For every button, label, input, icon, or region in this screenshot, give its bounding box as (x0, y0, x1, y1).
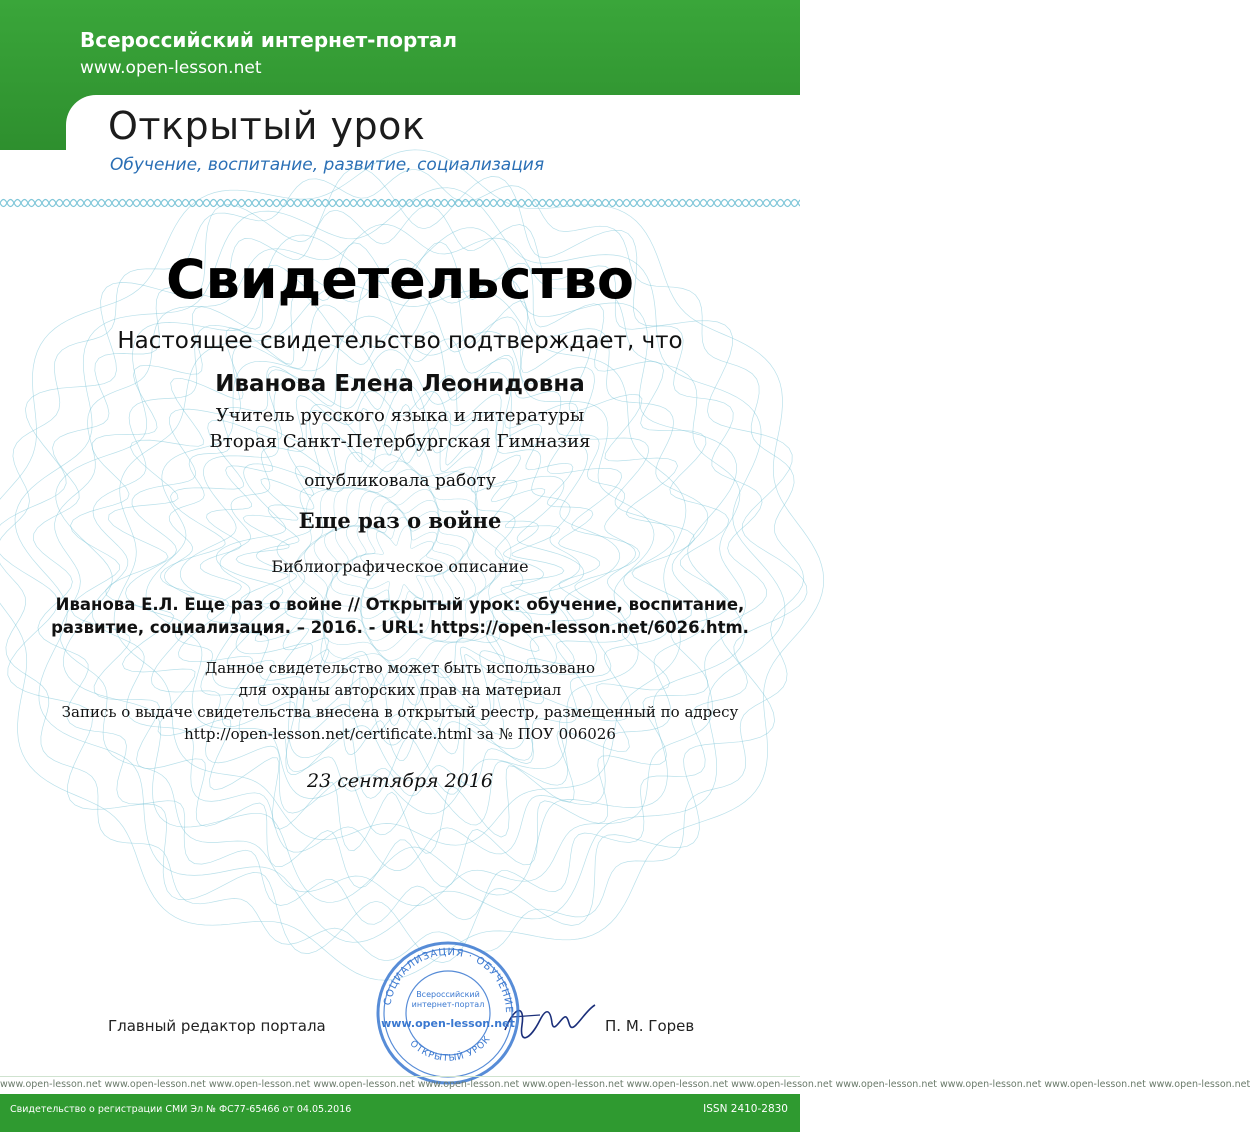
stamp-top-arc: СОЦИАЛИЗАЦИЯ · ОБУЧЕНИЕ (382, 946, 515, 1014)
work-title: Еще раз о войне (298, 508, 502, 533)
published-text: опубликовала работу (304, 471, 496, 491)
brand-tagline: Обучение, воспитание, развитие, социализация (110, 155, 545, 175)
footer-registration: Свидетельство о регистрации СМИ Эл № ФС77-65466 от 04.05.2016 (10, 1104, 352, 1115)
person-position: Учитель русского языка и литературы (215, 405, 585, 426)
confirm-text: Настоящее свидетельство подтверждает, что (117, 328, 683, 354)
portal-url: www.open-lesson.net (80, 58, 262, 78)
bibliography-line: развитие, социализация. – 2016. - URL: https://open-lesson.net/6026.htm. (51, 618, 749, 637)
svg-text:ОТКРЫТЫЙ УРОК (408, 1034, 493, 1064)
stamp-url: www.open-lesson.net (381, 1017, 515, 1030)
stamp-bottom-arc: ОТКРЫТЫЙ УРОК (407, 1034, 494, 1064)
bibliography-text (0, 593, 800, 639)
bibliography-line: Иванова Е.Л. Еще раз о войне // Открытый урок: обучение, воспитание, (55, 595, 745, 614)
certificate-title: Свидетельство (165, 248, 635, 311)
usage-line: Данное свидетельство может быть использовано (205, 659, 595, 677)
stamp-inner-line: интернет-портал (411, 1000, 485, 1009)
editor-label: Главный редактор портала (108, 1017, 326, 1035)
editor-name: П. М. Горев (605, 1017, 695, 1035)
person-name: Иванова Елена Леонидовна (215, 371, 585, 397)
brand-title: Открытый урок (108, 104, 426, 148)
usage-note (0, 657, 800, 745)
bibliography-label: Библиографическое описание (271, 557, 529, 576)
usage-line: http://open-lesson.net/certificate.html за № ПОУ 006026 (184, 725, 616, 743)
person-school: Вторая Санкт-Петербургская Гимназия (209, 431, 591, 452)
footer-issn: ISSN 2410-2830 (703, 1103, 788, 1115)
official-stamp (368, 935, 528, 1085)
portal-name: Всероссийский интернет-портал (80, 28, 458, 52)
url-band: www.open-lesson.net www.open-lesson.net www.open-lesson.net www.open-lesson.net www.open-lesson.net www.open-lesson.net www.open-lesson.net www.open-lesson.net www.open-lesson.net www.open-lesson.net www.open-lesson.net www.open-lesson.net (0, 1076, 800, 1093)
usage-line: Запись о выдаче свидетельства внесена в открытый реестр, размещенный по адресу (61, 703, 739, 721)
usage-line: для охраны авторских прав на материал (238, 681, 562, 699)
certificate-date: 23 сентября 2016 (307, 770, 493, 792)
stamp-inner-line: Всероссийский (416, 990, 480, 999)
